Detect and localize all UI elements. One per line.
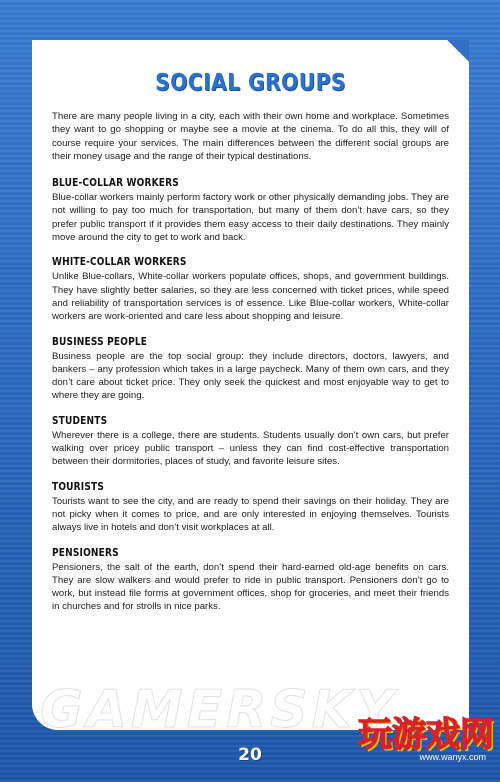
section-body: Unlike Blue-collars, White-collar workers populate offices, shops, and government buildings. They have slightly better salaries, so they are less concerned with ticket prices, while speed and reliability of transportation services is of essence. Like Blue-collar workers, White-collar workers are work-oriented and care less about shopping and leisure.	[52, 271, 449, 323]
section-body: Blue-collar workers mainly perform factory work or other physically demanding jobs. They are not willing to pay too much for transportation, but many of them don’t have cars, so they prefer public transport if it provides them easy access to their daily destinations. They mainly move around the city to get to work and back.	[52, 192, 449, 244]
site-logo-chinese: 玩游戏网	[358, 716, 494, 754]
gamersky-watermark: GAMERSKY	[40, 680, 398, 740]
section-students	[52, 415, 449, 469]
section-white-collar	[52, 256, 449, 323]
site-logo[interactable]	[358, 716, 494, 762]
section-heading: BUSINESS PEOPLE	[52, 335, 148, 348]
section-body: Tourists want to see the city, and are ready to spend their savings on their holiday. They are not picky when it comes to price, and are only interested in enjoying themselves. Tourists always live in hotels and don’t visit workplaces at all.	[52, 495, 449, 534]
section-pensioners	[52, 547, 449, 614]
section-heading: PENSIONERS	[52, 546, 119, 559]
page-number: 20	[238, 745, 262, 765]
intro-paragraph: There are many people living in a city, each with their own home and workplace. Sometimes they want to go shopping or maybe see a movie at the cinema. To do all this, they will of course require your services. The main differences between the different social groups are their money usage and the range of their typical destinations.	[52, 111, 449, 162]
manual-page	[32, 40, 469, 730]
section-body: Wherever there is a college, there are students. Students usually don’t own cars, but prefer walking over pricey public transport – unless they can find cost-effective transportation between their dormitories, places of study, and favorite leisure sites.	[52, 429, 449, 468]
section-heading: STUDENTS	[52, 414, 108, 427]
section-heading: BLUE-COLLAR WORKERS	[52, 177, 179, 190]
section-body: Pensioners, the salt of the earth, don’t spend their hard-earned old-age benefits on cars. They are slow walkers and would prefer to ride in public transport. Pensioners don’t go to work, but instead file forms at government offices, shop for groceries, and meet their friends in churches and for strolls in nice parks.	[52, 561, 449, 613]
page-title: SOCIAL GROUPS	[155, 70, 346, 96]
section-heading: WHITE-COLLAR WORKERS	[52, 256, 187, 269]
section-blue-collar	[52, 177, 449, 244]
section-tourists	[52, 481, 449, 535]
section-heading: TOURISTS	[52, 480, 105, 493]
section-business-people	[52, 336, 449, 403]
section-body: Business people are the top social group: they include directors, doctors, lawyers, and bankers – any profession which takes in a large paycheck. Many of them own cars, and they don’t care about ticket price. They only seek the quickest and most enjoyable way to get to where they are going.	[52, 350, 449, 402]
site-logo-url: www.wanyx.com	[419, 752, 486, 762]
